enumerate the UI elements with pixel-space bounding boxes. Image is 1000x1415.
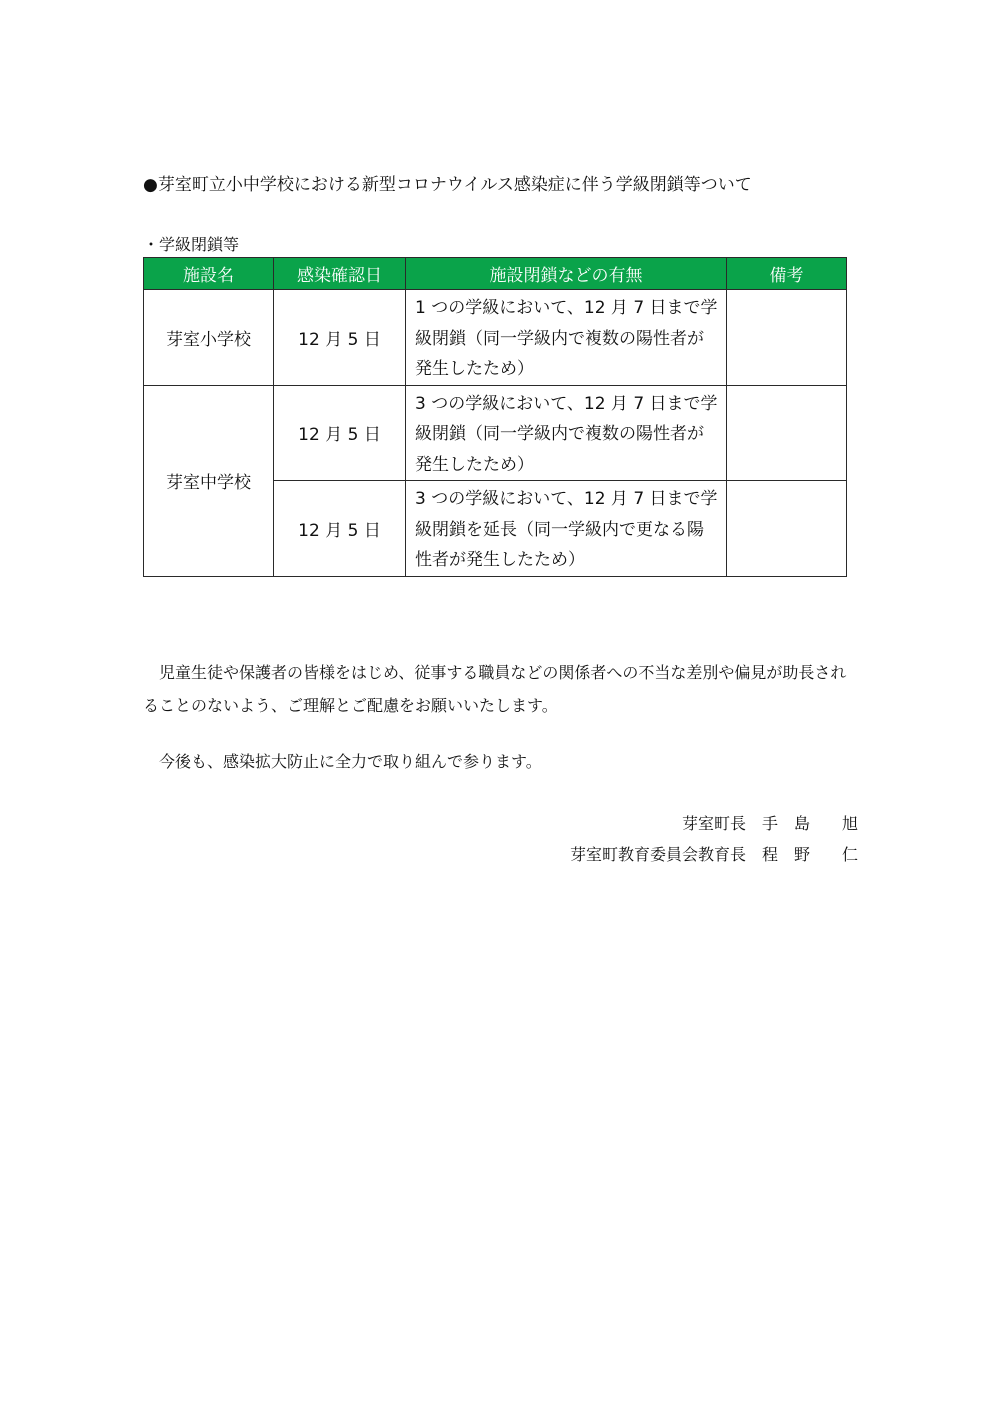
request-paragraph: 児童生徒や保護者の皆様をはじめ、従事する職員などの関係者への不当な差別や偏見が助長されることのないよう、ご理解とご配慮をお願いいたします。 [143,663,847,715]
header-closure-status: 施設閉鎖などの有無 [406,258,727,290]
note-cell [727,385,847,481]
table-header-row [144,258,847,290]
note-cell [727,290,847,386]
status-cell: 1 つの学級において、12 月 7 日まで学級閉鎖（同一学級内で複数の陽性者が発生したため） [406,290,727,386]
date-cell: 12 月 5 日 [274,481,406,577]
table-row [144,385,847,481]
date-cell: 12 月 5 日 [274,290,406,386]
facility-cell: 芽室中学校 [144,385,274,576]
header-notes: 備考 [727,258,847,290]
note-cell [727,481,847,577]
class-closure-table [143,257,847,577]
section-label: ・学級閉鎖等 [143,235,240,254]
document-title: ●芽室町立小中学校における新型コロナウイルス感染症に伴う学級閉鎖等ついて [143,175,752,195]
superintendent-signature: 芽室町教育委員会教育長 程 野 仁 [569,845,858,864]
status-cell: 3 つの学級において、12 月 7 日まで学級閉鎖を延長（同一学級内で更なる陽性者が発生したため） [406,481,727,577]
header-facility: 施設名 [144,258,274,290]
mayor-signature: 芽室町長 手 島 旭 [681,814,858,833]
facility-cell: 芽室小学校 [144,290,274,386]
status-cell: 3 つの学級において、12 月 7 日まで学級閉鎖（同一学級内で複数の陽性者が発生したため） [406,385,727,481]
date-cell: 12 月 5 日 [274,385,406,481]
table-row [144,290,847,386]
commitment-paragraph: 今後も、感染拡大防止に全力で取り組んで参ります。 [159,752,542,771]
header-confirmed-date: 感染確認日 [274,258,406,290]
